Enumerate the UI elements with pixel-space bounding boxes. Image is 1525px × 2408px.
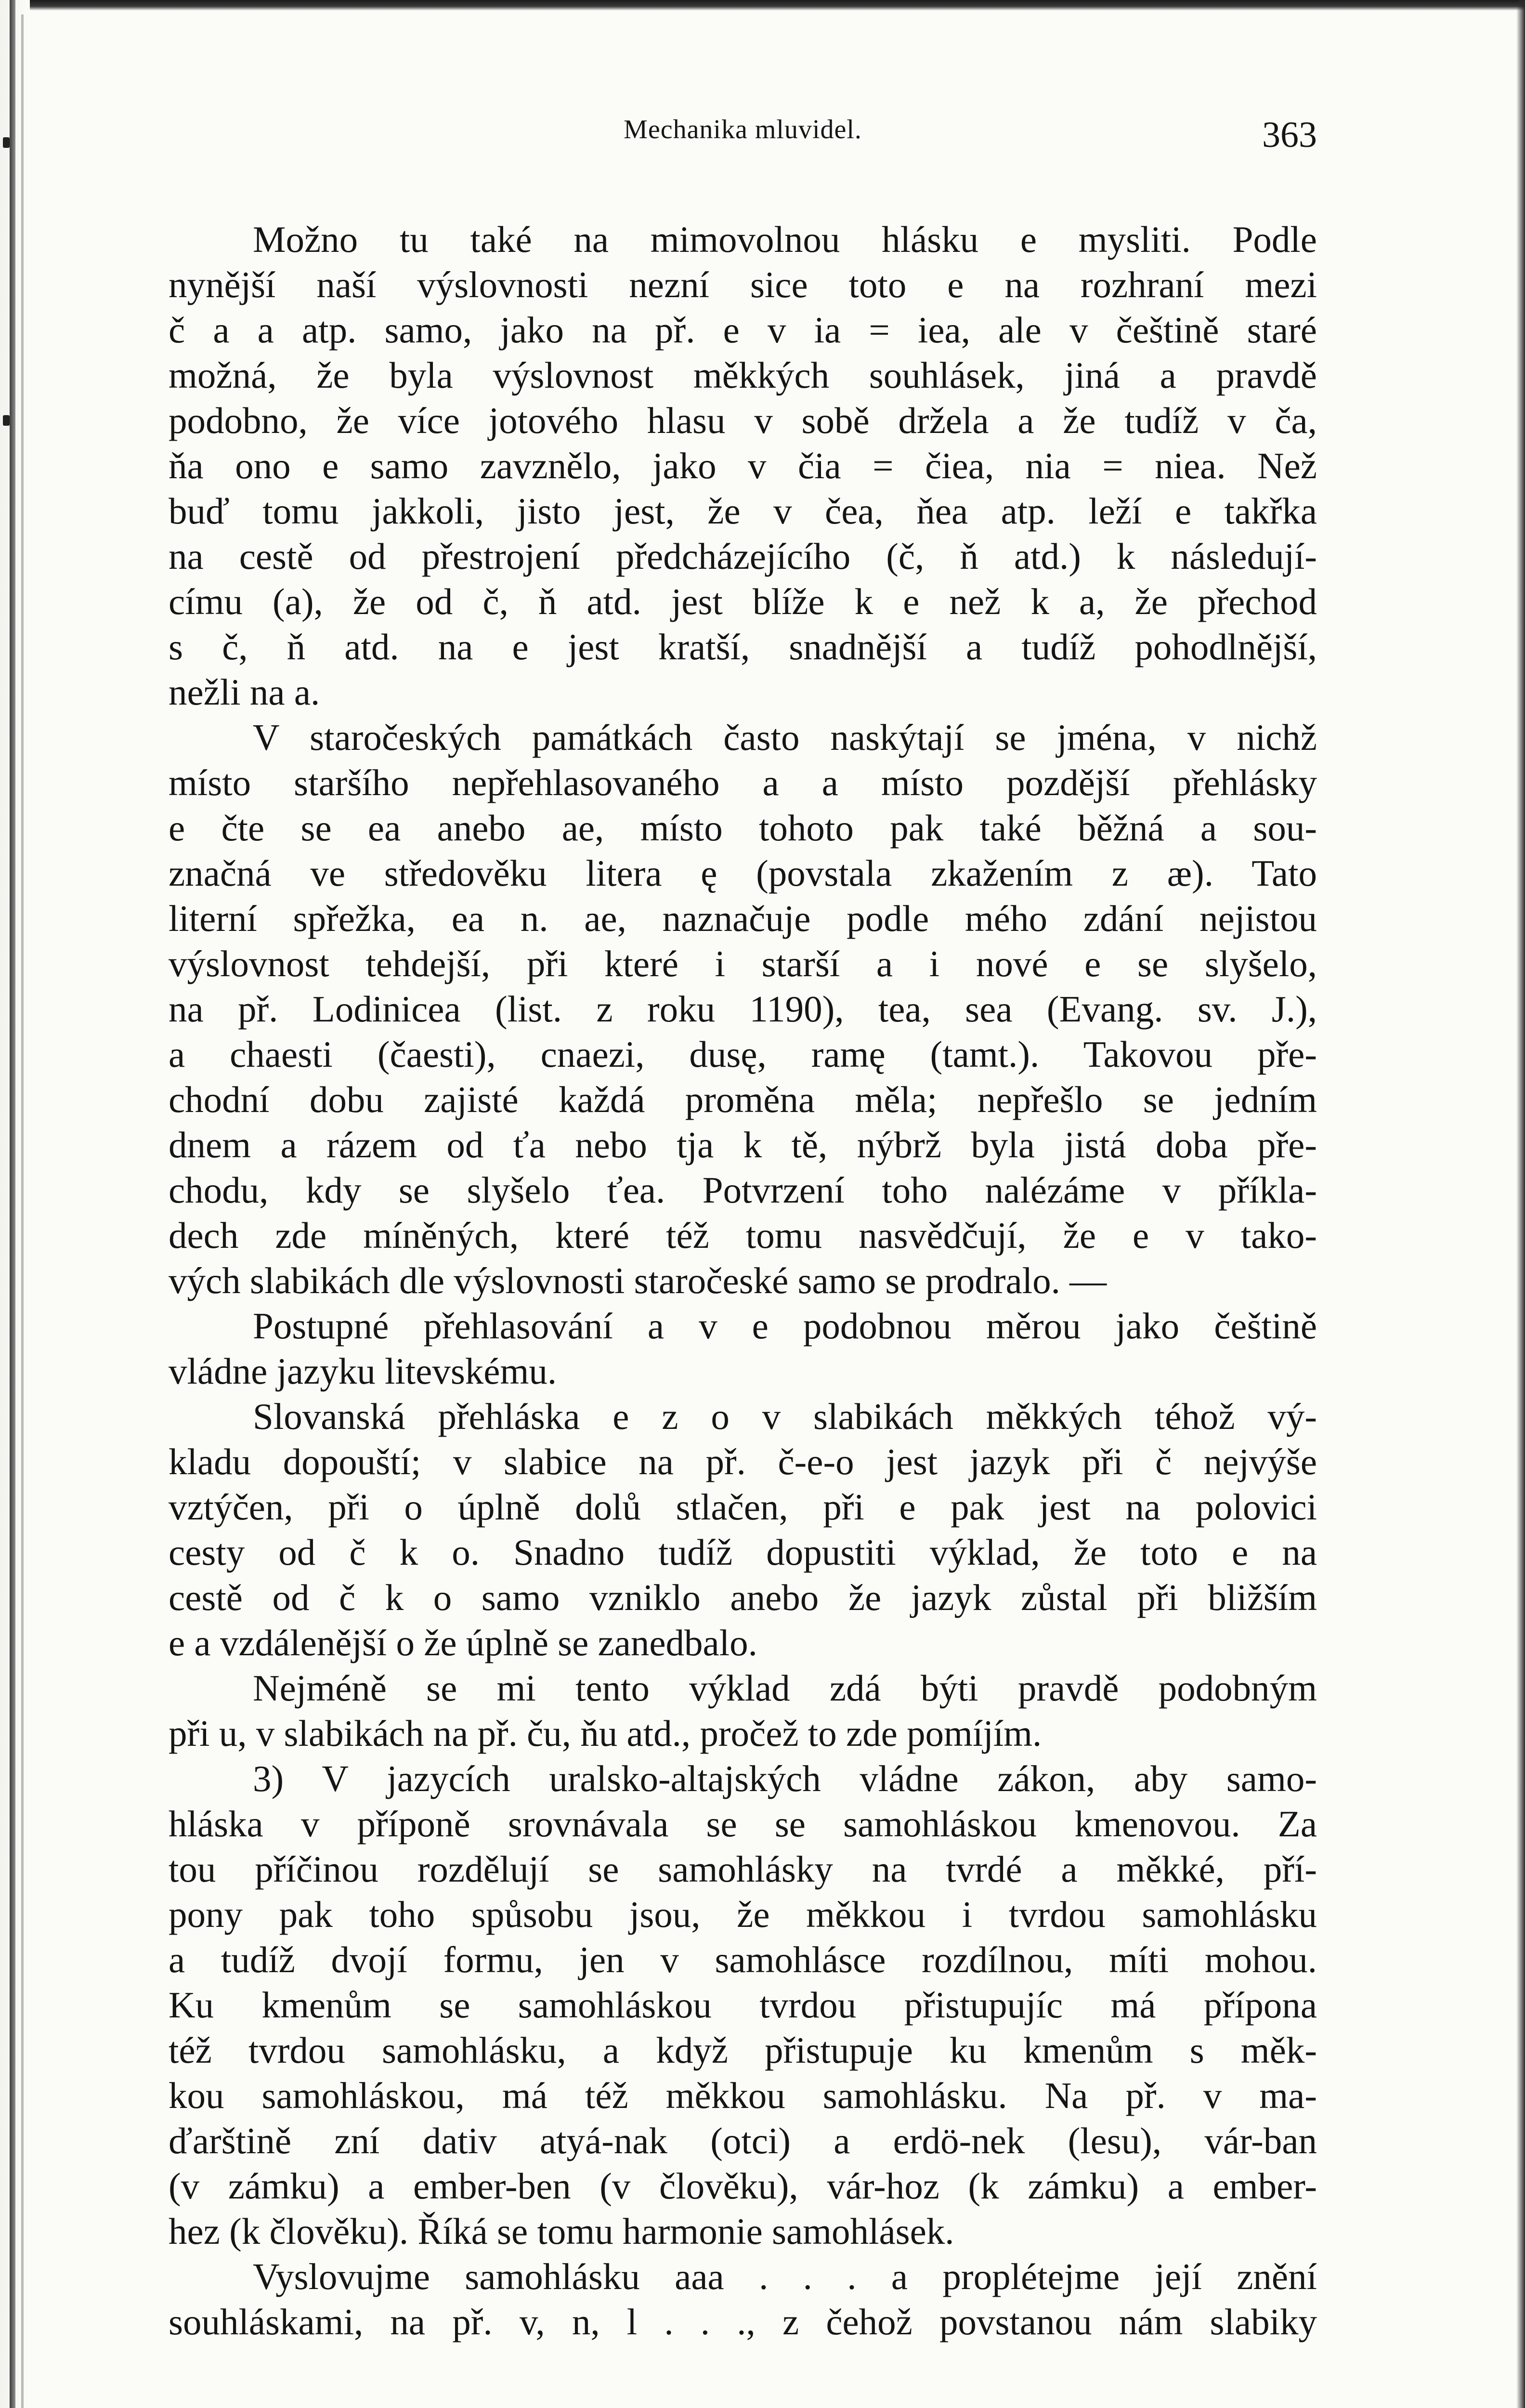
text-line: při u, v slabikách na př. ču, ňu atd., pročež to zde pomíjím. (169, 1713, 1042, 1754)
text-line: ďarštině zní dativ atyá-nak (otci) a erdö-nek (lesu), vár-ban (169, 2120, 1317, 2161)
text-line: dnem a rázem od ťa nebo tja k tě, nýbrž byla jistá doba pře- (169, 1124, 1317, 1165)
body-text (169, 217, 1317, 2344)
text-line: Vyslovujme samohlásku aaa . . . a proplétejme její znění (253, 2256, 1317, 2297)
text-line: na cestě od přestrojení předcházejícího (č, ň atd.) k následují- (169, 536, 1317, 577)
page-header (169, 104, 1317, 157)
margin-mark (3, 137, 10, 148)
text-line: buď tomu jakkoli, jisto jest, že v čea, ňea atp. leží e takřka (169, 490, 1317, 532)
page-number: 363 (1262, 115, 1317, 155)
text-line: a chaesti (čaesti), cnaezi, dusę, ramę (tamt.). Takovou pře- (169, 1034, 1317, 1075)
text-line: literní spřežka, ea n. ae, naznačuje podle mého zdání nejistou (169, 898, 1317, 939)
text-line: ňa ono e samo zavznělo, jako v čia = čiea, nia = niea. Než (169, 445, 1317, 486)
text-line: V staročeských památkách často naskýtají se jména, v nichž (253, 717, 1317, 758)
text-line: kou samohláskou, má též měkkou samohlásku. Na př. v ma- (169, 2075, 1317, 2116)
text-line: možná, že byla výslovnost měkkých souhlásek, jiná a pravdě (169, 354, 1317, 396)
text-line: značná ve středověku litera ę (povstala zkažením z æ). Tato (169, 852, 1317, 894)
text-line: hláska v příponě srovnávala se se samohláskou kmenovou. Za (169, 1803, 1317, 1845)
text-line: cesty od č k o. Snadno tudíž dopustiti výklad, že toto e na (169, 1531, 1317, 1573)
text-line: (v zámku) a ember-ben (v člověku), vár-hoz (k zámku) a ember- (169, 2165, 1317, 2207)
scan-top-edge (0, 0, 1525, 11)
text-line: Slovanská přehláska e z o v slabikách měkkých téhož vý- (253, 1396, 1317, 1437)
text-line: č a a atp. samo, jako na př. e v ia = iea, ale v češtině staré (169, 309, 1317, 351)
text-line: nynější naší výslovnosti nezní sice toto e na rozhraní mezi (169, 264, 1317, 305)
text-line: a tudíž dvojí formu, jen v samohlásce rozdílnou, míti mohou. (169, 1939, 1317, 1980)
text-line: hez (k člověku). Říká se tomu harmonie samohlásek. (169, 2211, 954, 2252)
scan-right-edge (1516, 0, 1525, 2408)
text-line: vztýčen, při o úplně dolů stlačen, při e pak jest na polovici (169, 1486, 1317, 1528)
text-line: místo staršího nepřehlasovaného a a místo pozdější přehlásky (169, 762, 1317, 803)
text-line: podobno, že více jotového hlasu v sobě držela a že tudíž v ča, (169, 400, 1317, 441)
text-line: cestě od č k o samo vzniklo anebo že jazyk zůstal při bližším (169, 1577, 1317, 1618)
text-line: Ku kmenům se samohláskou tvrdou přistupujíc má přípona (169, 1984, 1317, 2026)
running-title: Mechanika mluvidel. (624, 115, 862, 144)
text-line: výslovnost tehdejší, při které i starší a i nové e se slyšelo, (169, 943, 1317, 984)
text-line: chodní dobu zajisté každá proměna měla; nepřešlo se jedním (169, 1079, 1317, 1120)
text-line: címu (a), že od č, ň atd. jest blíže k e než k a, že přechod (169, 581, 1317, 622)
binding-line (21, 14, 24, 2408)
text-line: s č, ň atd. na e jest kratší, snadnější a tudíž pohodlnější, (169, 626, 1317, 667)
text-line: též tvrdou samohlásku, a když přistupuje ku kmenům s měk- (169, 2029, 1317, 2071)
text-line: na př. Lodinicea (list. z roku 1190), tea, sea (Evang. sv. J.), (169, 988, 1317, 1030)
text-line: Postupné přehlasování a v e podobnou měrou jako češtině (253, 1305, 1317, 1347)
margin-mark (3, 415, 10, 426)
text-line: nežli na a. (169, 671, 320, 713)
text-line: Nejméně se mi tento výklad zdá býti pravdě podobným (253, 1667, 1317, 1709)
text-line: e a vzdálenější o že úplně se zanedbalo. (169, 1622, 757, 1663)
text-line: vládne jazyku litevskému. (169, 1350, 557, 1392)
text-line: vých slabikách dle výslovnosti staročeské samo se prodralo. — (169, 1260, 1107, 1301)
binding-shadow (10, 0, 15, 2408)
text-line: 3) V jazycích uralsko-altajských vládne zákon, aby samo- (253, 1758, 1317, 1799)
text-line: dech zde míněných, které též tomu nasvědčují, že e v tako- (169, 1215, 1317, 1256)
text-line: Možno tu také na mimovolnou hlásku e mysliti. Podle (253, 219, 1317, 260)
text-line: pony pak toho spůsobu jsou, že měkkou i tvrdou samohlásku (169, 1894, 1317, 1935)
text-line: kladu dopouští; v slabice na př. č-e-o jest jazyk při č nejvýše (169, 1441, 1317, 1482)
text-line: e čte se ea anebo ae, místo tohoto pak také běžná a sou- (169, 807, 1317, 849)
text-line: chodu, kdy se slyšelo ťea. Potvrzení toho nalézáme v příkla- (169, 1169, 1317, 1211)
text-line: souhláskami, na př. v, n, l . . ., z čehož povstanou nám slabiky (169, 2301, 1317, 2343)
text-line: tou příčinou rozdělují se samohlásky na tvrdé a měkké, pří- (169, 1848, 1317, 1890)
